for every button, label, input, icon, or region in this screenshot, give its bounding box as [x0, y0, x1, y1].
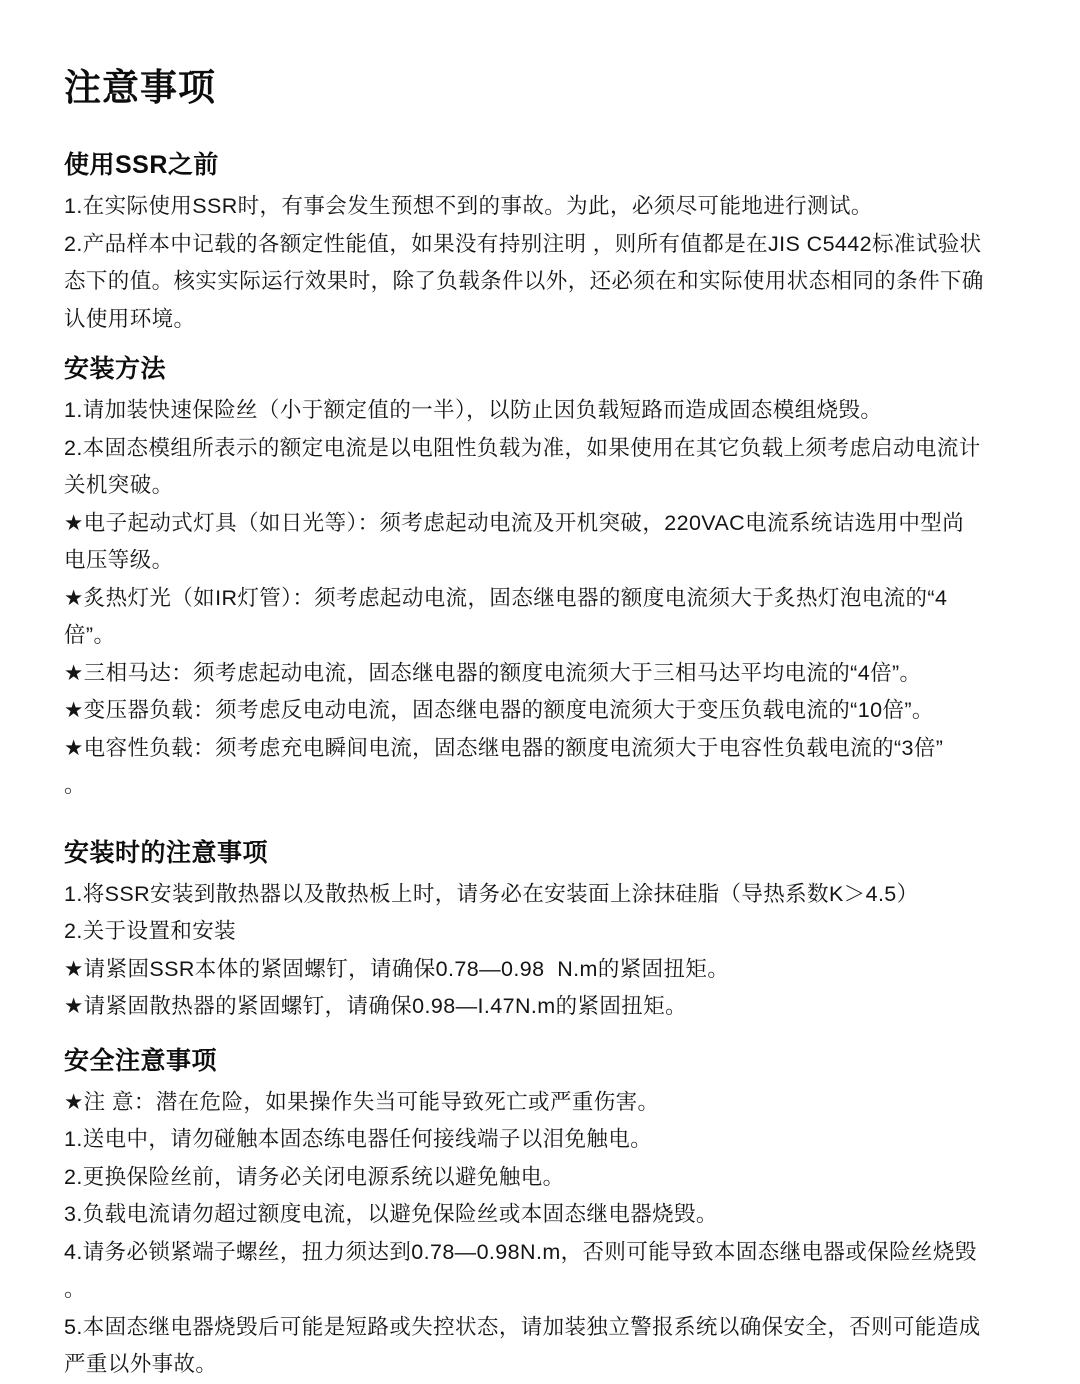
text-line: 1.送电中，请勿碰触本固态练电器任何接线端子以泪免触电。 [64, 1127, 653, 1151]
text-line: ★请紧固SSR本体的紧固螺钉，请确保0.78—0.98 N.m的紧固扭矩。 [64, 956, 730, 981]
section-installation-precautions [64, 838, 1018, 1026]
section-installation-method [64, 354, 1018, 805]
text-line: 1.将SSR安装到散热器以及散热板上时，请务必在安装面上涂抹硅脂（导热系数K＞4.5） [64, 881, 919, 906]
text-line: 态下的值。核实实际运行效果时，除了负载条件以外，还必须在和实际使用状态相同的条件下确 [64, 269, 984, 293]
text-line: 认使用环境。 [64, 306, 196, 331]
text-line: 2.本固态模组所表示的额定电流是以电阻性负载为准，如果使用在其它负载上须考虑启动电流计 [64, 435, 981, 460]
text-line: ★三相马达：须考虑起动电流，固态继电器的额度电流须大于三相马达平均电流的“4倍”。 [64, 660, 922, 685]
text-line: 严重以外事故。 [64, 1352, 218, 1376]
text-line: ★变压器负载：须考虑反电动电流，固态继电器的额度电流须大于变压负载电流的“10倍”。 [64, 698, 934, 722]
page-title: 注意事项 [64, 67, 216, 108]
text-line: ★请紧固散热器的紧固螺钉，请确保0.98—I.47N.m的紧固扭矩。 [64, 994, 687, 1018]
text-line: 5.本固态继电器烧毁后可能是短路或失控状态，请加装独立警报系统以确保安全，否则可能造成 [64, 1314, 981, 1339]
text-line: 3.负载电流请勿超过额度电流，以避免保险丝或本固态继电器烧毁。 [64, 1202, 718, 1226]
text-line: 电压等级。 [64, 548, 174, 572]
text-line: 2.更换保险丝前，请务必关闭电源系统以避免触电。 [64, 1164, 565, 1189]
text-line: 2.产品样本中记载的各额定性能值，如果没有持别注明 ，则所有值都是在JIS C5442标准试验状 [64, 231, 982, 256]
text-line: ★电容性负载：须考虑充电瞬间电流，固态继电器的额度电流须大于电容性负载电流的“3倍” [64, 735, 944, 760]
text-line: ★注 意：潜在危险，如果操作失当可能导致死亡或严重伤害。 [64, 1089, 660, 1114]
section-safety-precautions [64, 1046, 1018, 1384]
text-line: ★炙热灯光（如IR灯管）：须考虑起动电流，固态继电器的额度电流须大于炙热灯泡电流的“4 [64, 585, 948, 610]
text-line: 。 [64, 773, 86, 797]
text-line: 关机突破。 [64, 473, 174, 497]
text-line: 1.请加装快速保险丝（小于额定值的一半），以防止因负载短路而造成固态模组烧毁。 [64, 398, 883, 422]
text-line: ★电子起动式灯具（如日光等）：须考虑起动电流及开机突破，220VAC电流系统诘选用中型尚 [64, 510, 965, 535]
section-heading: 安装方法 [64, 355, 167, 383]
section-heading: 安全注意事项 [64, 1046, 218, 1075]
section-heading: 安装时的注意事项 [64, 838, 269, 867]
text-line: 倍”。 [64, 623, 116, 647]
text-line: 2.关于设置和安装 [64, 919, 237, 943]
text-line: 4.请务必锁紧端子螺丝，扭力须达到0.78—0.98N.m，否则可能导致本固态继电器或保险丝烧毁 [64, 1239, 977, 1264]
text-line: 1.在实际使用SSR时，有事会发生预想不到的事故。为此，必须尽可能地进行测试。 [64, 194, 873, 218]
section-heading: 使用SSR之前 [64, 151, 219, 179]
text-line: 。 [64, 1277, 86, 1301]
section-before-using-ssr [64, 150, 1018, 338]
